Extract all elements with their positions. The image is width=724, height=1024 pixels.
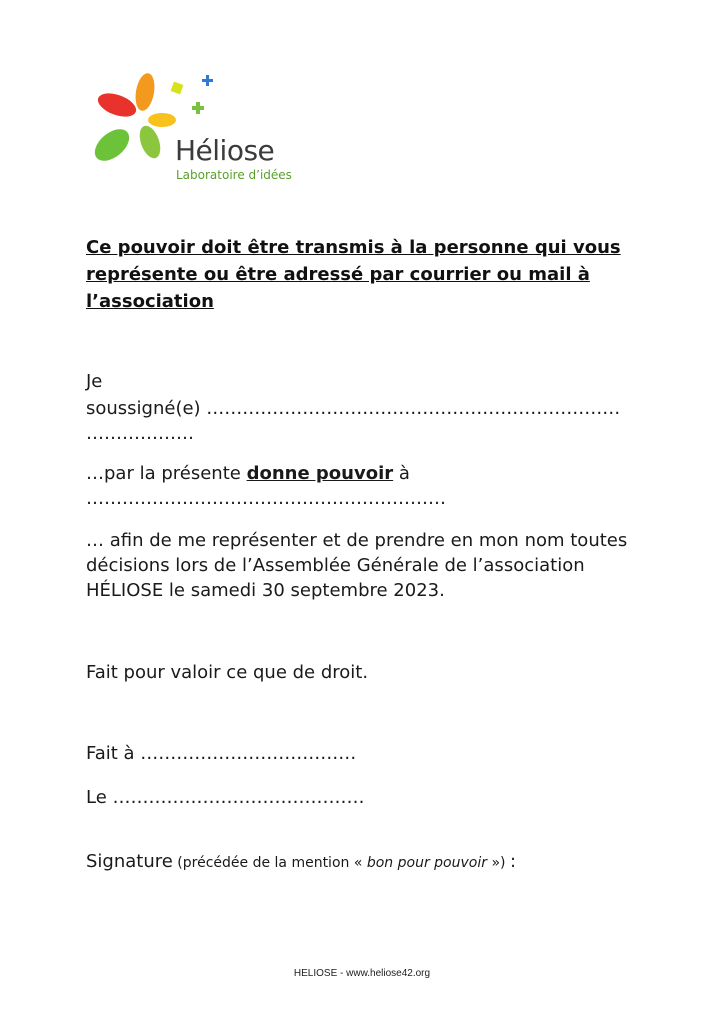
par-suffix: à <box>393 463 410 484</box>
soussigne-line: soussigné(e) …………………………………………………………… ……………… <box>86 398 621 444</box>
logo-plus-green <box>192 102 204 114</box>
par-line <box>86 461 646 511</box>
par-prefix: …par la présente <box>86 463 247 484</box>
logo-tagline: Laboratoire d’idées <box>176 168 292 182</box>
signature-line <box>86 849 516 876</box>
signature-note-prefix: (précédée de la mention « <box>172 855 367 871</box>
logo-petal-yellow <box>148 113 176 127</box>
je-line: Je <box>86 371 103 392</box>
logo-petal-green-bottom <box>136 123 165 161</box>
logo-name: Héliose <box>175 134 275 167</box>
signature-note-suffix: ») <box>487 855 510 871</box>
fait-pour-valoir-line: Fait pour valoir ce que de droit. <box>86 662 369 683</box>
logo-petal-red <box>95 89 139 121</box>
signature-colon: : <box>509 851 517 872</box>
le-line: Le …………………………………… <box>86 787 365 808</box>
afin-paragraph: … afin de me représenter et de prendre en mon nom toutes décisions lors de l’Assemblée Générale de l’association HÉLIOSE le samedi 30 septembre 2023. <box>86 530 628 601</box>
signature-label: Signature <box>86 851 173 872</box>
logo-petal-orange <box>133 72 157 113</box>
logo-petal-green-left <box>90 123 135 167</box>
fait-a-line: Fait à ……………………………… <box>86 743 357 764</box>
signature-note-italic: bon pour pouvoir <box>366 855 487 871</box>
page-footer: HELIOSE - www.heliose42.org <box>293 968 431 979</box>
logo-square-yellow <box>171 82 184 95</box>
logo-plus-blue <box>202 75 213 86</box>
donne-pouvoir-emphasis: donne pouvoir <box>246 463 394 484</box>
document-heading: Ce pouvoir doit être transmis à la personne qui vous représente ou être adressé par courrier ou mail à l’association <box>86 237 621 312</box>
par-dots: …………………………………………………… <box>86 488 446 509</box>
